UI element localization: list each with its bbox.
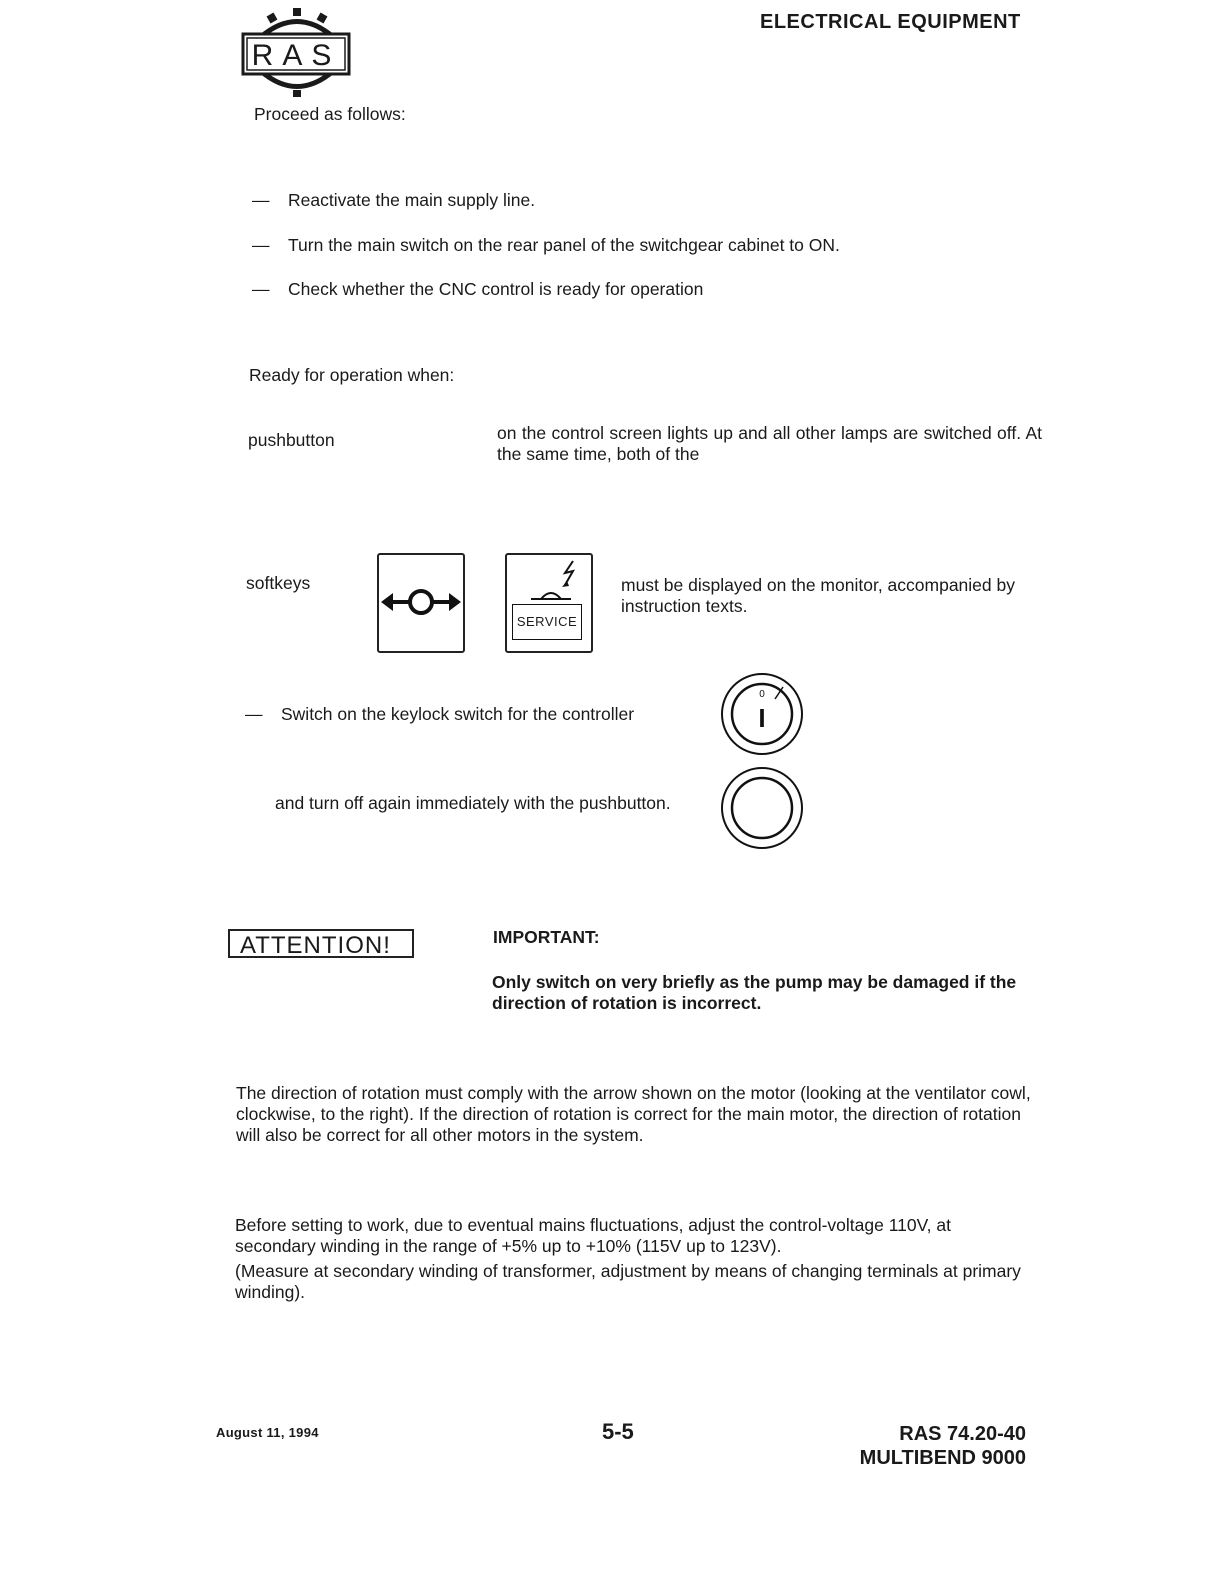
important-text: Only switch on very briefly as the pump may be damaged if the direction of rotation is incorrect.	[492, 972, 1017, 1013]
softkeys-label: softkeys	[246, 573, 311, 593]
softkeys-description: must be displayed on the monitor, accompanied by instruction texts.	[621, 575, 1015, 616]
intro-text: Proceed as follows:	[254, 104, 406, 124]
step-item	[252, 190, 535, 211]
important-heading: IMPORTANT:	[493, 927, 600, 947]
footer-date: August 11, 1994	[216, 1425, 319, 1440]
pushbutton-label: pushbutton	[248, 430, 335, 450]
svg-text:I: I	[758, 703, 766, 733]
svg-text:0: 0	[759, 689, 765, 700]
step-text: Check whether the CNC control is ready for operation	[288, 279, 704, 299]
attention-label: ATTENTION!	[228, 929, 414, 958]
footer-doc-ref	[800, 1422, 1026, 1470]
doc-reference: RAS 74.20-40	[899, 1423, 1026, 1445]
keylock-turn-off-text: and turn off again immediately with the pushbutton.	[275, 793, 671, 813]
step-marker: —	[252, 235, 270, 255]
page-number: 5-5	[602, 1419, 634, 1444]
pushbutton-description: on the control screen lights up and all other lamps are switched off. At the same time, both of the	[497, 423, 1042, 464]
softkey-service-icon	[505, 553, 593, 653]
logo-text: RAS	[251, 39, 341, 72]
keylock-switch-on-icon	[719, 671, 805, 757]
ras-logo	[240, 6, 354, 98]
step-marker: —	[252, 279, 270, 299]
ready-heading: Ready for operation when:	[249, 365, 455, 385]
voltage-note: (Measure at secondary winding of transformer, adjustment by means of changing terminals at primary winding).	[235, 1261, 1021, 1302]
keylock-switch-on-text: Switch on the keylock switch for the controller	[281, 704, 635, 724]
step-marker: —	[252, 190, 270, 210]
step-marker: —	[245, 704, 263, 724]
step-text: Turn the main switch on the rear panel of the switchgear cabinet to ON.	[288, 235, 840, 255]
machine-name: MULTIBEND 9000	[859, 1447, 1026, 1469]
step-text: Reactivate the main supply line.	[288, 190, 536, 210]
section-title: ELECTRICAL EQUIPMENT	[760, 11, 1021, 33]
rotation-paragraph: The direction of rotation must comply with the arrow shown on the motor (looking at the ventilator cowl, clockwise, to the right). If the direction of rotation is correct for the main motor, the direction of rotation will also be correct for all other motors in the system.	[236, 1083, 1031, 1145]
softkey-arrows-icon	[377, 553, 465, 653]
keylock-step	[245, 704, 634, 725]
step-item	[252, 235, 840, 256]
softkey-service-label: SERVICE	[512, 604, 582, 640]
pushbutton-off-icon	[719, 765, 805, 851]
step-item	[252, 279, 703, 300]
voltage-paragraph: Before setting to work, due to eventual mains fluctuations, adjust the control-voltage 110V, at secondary winding in the range of +5% up to +10% (115V up to 123V).	[235, 1215, 951, 1256]
